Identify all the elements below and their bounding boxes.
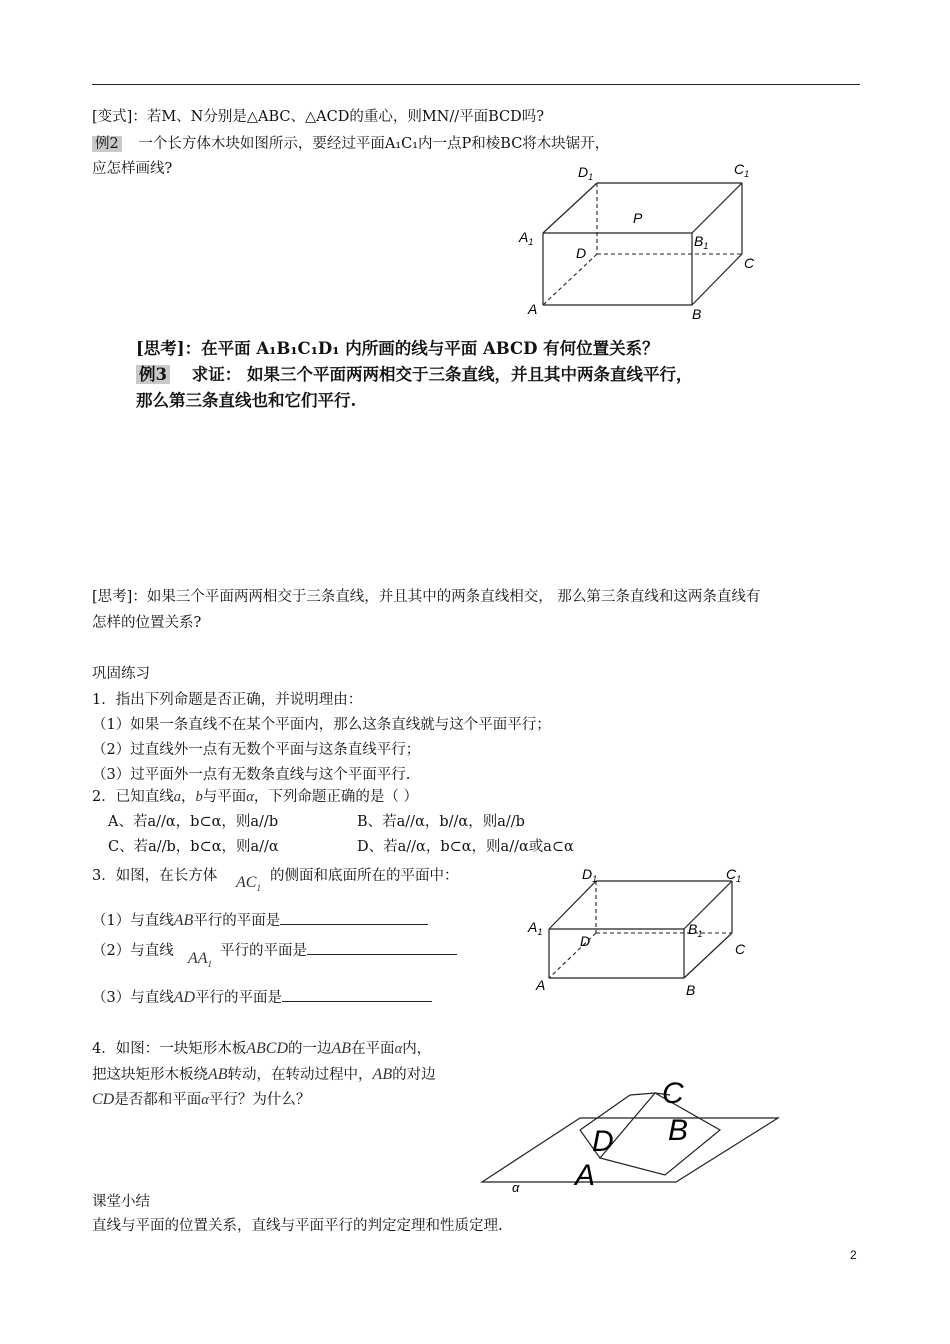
q3-math-aa1: $AA_1$ — [188, 950, 213, 970]
label-B1: $B_1$ — [694, 233, 709, 251]
option-c: C、若a//b，b⊂α，则a//α — [108, 839, 279, 855]
fig2-label-A: A — [536, 977, 546, 993]
page-number: 2 — [850, 1248, 857, 1262]
question-3: 3．如图，在长方体 — [92, 868, 218, 884]
question-1c: （3）过平面外一点有无数条直线与这个平面平行. — [92, 767, 411, 783]
answer-blank-2[interactable] — [307, 954, 457, 955]
fig2-label-C1: $C_1$ — [726, 866, 742, 884]
question-3a: （1）与直线AB平行的平面是 — [92, 909, 428, 930]
example-3-text-cont: 那么第三条直线也和它们平行. — [136, 391, 357, 410]
label-A: A — [528, 301, 538, 317]
answer-blank-3[interactable] — [282, 1001, 432, 1002]
question-4-line1: 4．如图：一块矩形木板ABCD的一边AB在平面α内， — [92, 1040, 432, 1057]
summary-heading: 课堂小结 — [92, 1194, 150, 1210]
fig2-label-C: C — [735, 941, 746, 957]
fig2-label-A1: $A_1$ — [528, 919, 543, 937]
label-D1: $D_1$ — [578, 164, 594, 182]
question-1a: （1）如果一条直线不在某个平面内，那么这条直线就与这个平面平行； — [92, 717, 551, 733]
example-2-text: 一个长方体木块如图所示，要经过平面A₁C₁内一点P和棱BC将木块锯开， — [138, 136, 610, 152]
example-3 — [136, 361, 692, 385]
practice-heading: 巩固练习 — [92, 666, 150, 682]
think-2-line2: 怎样的位置关系? — [92, 615, 202, 631]
think-bold: [思考]：在平面 A₁B₁C₁D₁ 内所画的线与平面 ABCD 有何位置关系？ — [136, 339, 659, 358]
example-3-tag: 例3 — [136, 365, 170, 384]
label-D: D — [576, 245, 587, 261]
label-B: B — [692, 306, 702, 322]
fig2-label-D: D — [580, 933, 591, 949]
question-3b: （2）与直线 — [92, 943, 174, 959]
fig3-label-alpha: α — [512, 1180, 520, 1195]
question-1: 1．指出下列命题是否正确，并说明理由： — [92, 692, 363, 708]
question-2: 2．已知直线a，b与平面α，下列命题正确的是（ ） — [92, 789, 418, 805]
question-4-line2: 把这块矩形木板绕AB转动，在转动过程中，AB的对边 — [92, 1066, 436, 1083]
example-3-text: 求证： 如果三个平面两两相交于三条直线，并且其中两条直线平行， — [191, 365, 693, 384]
label-C1: $C_1$ — [734, 161, 750, 179]
fig2-label-B: B — [686, 982, 696, 998]
option-a: A、若a//α，b⊂α，则a//b — [108, 814, 279, 830]
q3-math-ac1: $AC_1$ — [236, 874, 261, 894]
example-2-text-cont: 应怎样画线? — [92, 161, 173, 177]
cuboid-figure-2 — [520, 860, 780, 1005]
fig2-label-B1: $B_1$ — [688, 921, 703, 939]
think-2-line1: [思考]：如果三个平面两两相交于三条直线，并且其中的两条直线相交， 那么第三条直线和这两条直线有 — [92, 589, 761, 605]
question-3c: （3）与直线AD平行的平面是 — [92, 986, 432, 1007]
summary-text: 直线与平面的位置关系，直线与平面平行的判定定理和性质定理. — [92, 1218, 503, 1234]
variant-question: [变式]：若M、N分别是△ABC、△ACD的重心，则MN//平面BCD吗? — [92, 109, 545, 125]
label-P: P — [633, 210, 643, 226]
label-C: C — [744, 255, 755, 271]
board-plane-figure — [480, 1075, 790, 1200]
fig2-label-D1: $D_1$ — [582, 866, 598, 884]
fig3-label-A: A — [575, 1159, 596, 1192]
fig3-label-B: B — [668, 1114, 689, 1147]
example-2-tag: 例2 — [92, 136, 122, 152]
option-b: B、若a//α，b//α，则a//b — [357, 814, 525, 830]
header-rule — [92, 84, 860, 85]
question-4-line3: CD是否都和平面α平行？为什么？ — [92, 1091, 311, 1108]
option-d: D、若a//α，b⊂α，则a//α或a⊂α — [357, 839, 574, 855]
fig3-label-D: D — [592, 1125, 614, 1158]
question-3b-post: 平行的平面是 — [220, 939, 457, 960]
fig3-label-C: C — [662, 1077, 684, 1110]
answer-blank-1[interactable] — [280, 924, 428, 925]
question-3-post: 的侧面和底面所在的平面中： — [270, 868, 459, 884]
cuboid-figure-1 — [500, 150, 800, 330]
label-A1: $A_1$ — [519, 229, 534, 247]
question-1b: （2）过直线外一点有无数个平面与这条直线平行； — [92, 742, 421, 758]
